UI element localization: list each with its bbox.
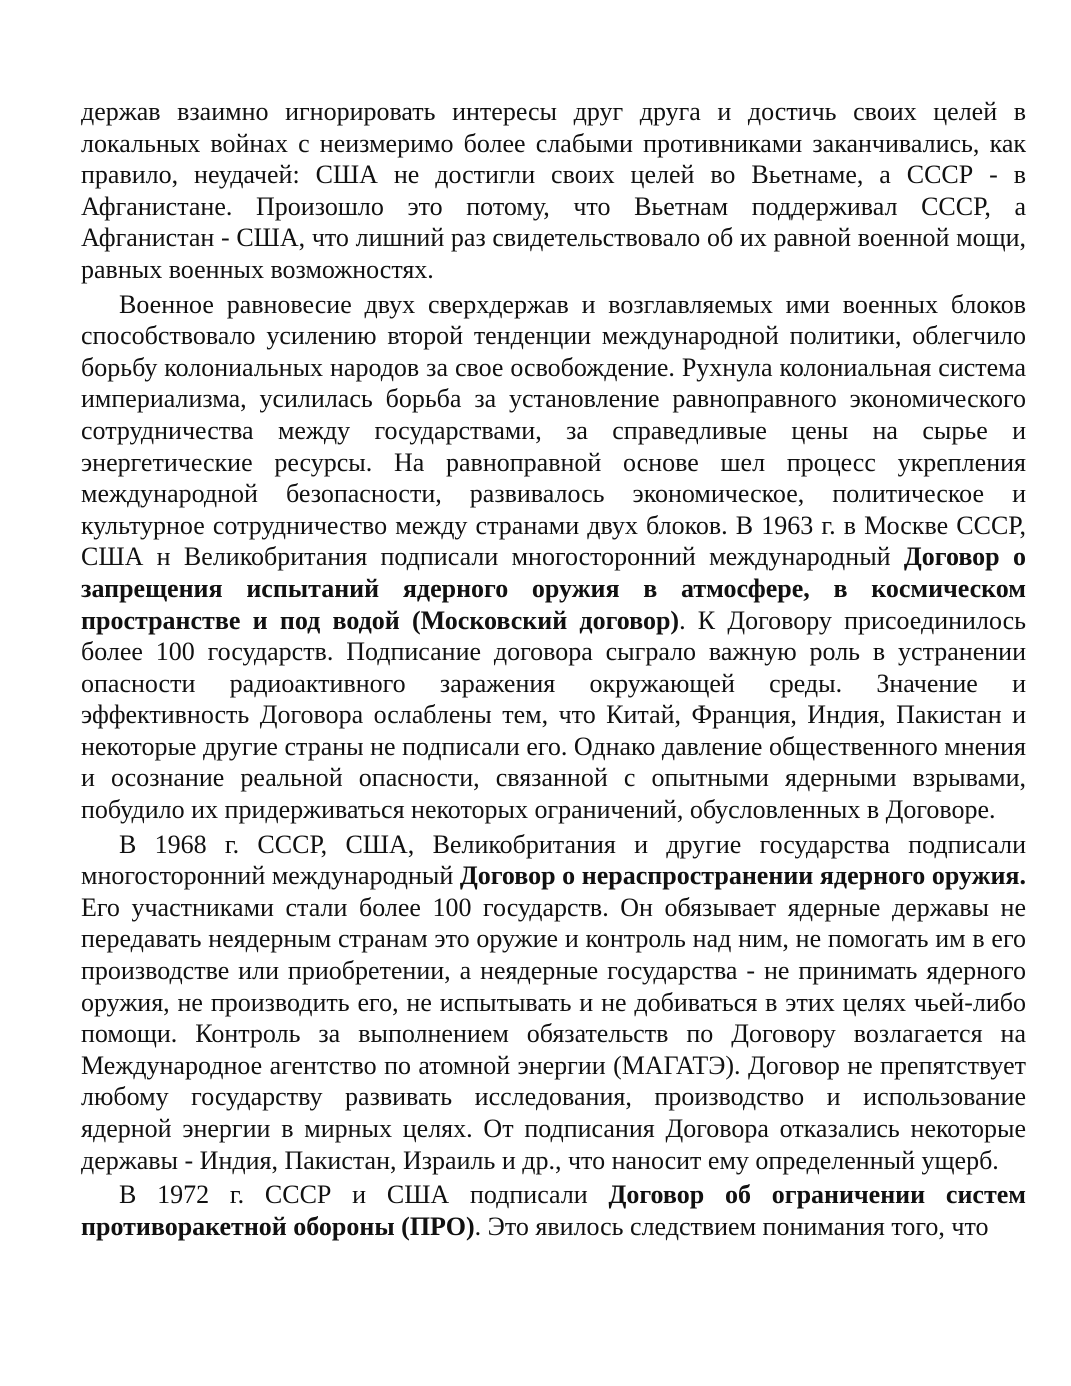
paragraph-4 <box>81 1179 1026 1242</box>
document-page <box>81 96 1026 1242</box>
abm-treaty-title: Договор об ограничении систем противоракетной обороны (ПРО) <box>81 1180 1026 1241</box>
paragraph-3 <box>81 829 1026 1177</box>
paragraph-3-text-b: Его участниками стали более 100 государств. Он обязывает ядерные державы не передавать неядерным странам это оружие и контроль над ним, не помогать им в его производстве или приобретении, а неядерные государства - не принимать ядерного оружия, не производить его, не испытывать и не добиваться в этих целях чьей-либо помощи. Контроль за выполнением обязательств по Договору возлагается на Международное агентство по атомной энергии (МАГАТЭ). Договор не препятствует любому государству развивать исследования, производство и использование ядерной энергии в мирных целях. От подписания Договора отказались некоторые державы - Индия, Пакистан, Израиль и др., что наносит ему определенный ущерб. <box>81 892 1026 1175</box>
paragraph-1 <box>81 96 1026 286</box>
paragraph-3-text-a: В 1968 г. СССР, США, Великобритания и другие государства подписали многосторонний международный <box>81 829 1026 891</box>
paragraph-2 <box>81 289 1026 826</box>
moscow-treaty-title: Договор о запрещения испытаний ядерного оружия в атмосфере, в космическом пространстве и под водой (Московский договор) <box>81 542 1026 635</box>
paragraph-4-text-b: . Это явилось следствием понимания того, что <box>474 1211 989 1241</box>
paragraph-2-text-a: Военное равновесие двух сверхдержав и возглавляемых ими военных блоков способствовало усилению второй тенденции международной политики, облегчило борьбу колониальных народов за свое освобождение. Рухнула колониальная система империализма, усилилась борьба за установление равноправного экономического сотрудничества между государствами, за справедливые цены на сырье и энергетические ресурсы. На равноправной основе шел процесс укрепления международной безопасности, развивалось экономическое, политическое и культурное сотрудничество между странами двух блоков. В 1963 г. в Москве СССР, США н Великобритания подписали многосторонний международный <box>81 289 1026 572</box>
paragraph-2-text-b: . К Договору присоединилось более 100 государств. Подписание договора сыграло важную роль в устранении опасности радиоактивного заражения окружающей среды. Значение и эффективность Договора ослаблены тем, что Китай, Франция, Индия, Пакистан и некоторые другие страны не подписали его. Однако давление общественного мнения и осознание реальной опасности, связанной с опытными ядерными взрывами, побудило их придерживаться некоторых ограничений, обусловленных в Договоре. <box>81 605 1026 825</box>
paragraph-4-text-a: В 1972 г. СССР и США подписали <box>119 1180 609 1210</box>
non-proliferation-treaty-title: Договор о нераспространении ядерного оружия. <box>459 861 1026 891</box>
paragraph-1-text: держав взаимно игнорировать интересы друг друга и достичь своих целей в локальных войнах с неизмеримо более слабыми противниками заканчивались, как правило, неудачей: США не достигли своих целей во Вьетнаме, а СССР - в Афганистане. Произошло это потому, что Вьетнам поддерживал СССР, а Афганистан - США, что лишний раз свидетельствовало об их равной военной мощи, равных военных возможностях. <box>81 97 1026 284</box>
